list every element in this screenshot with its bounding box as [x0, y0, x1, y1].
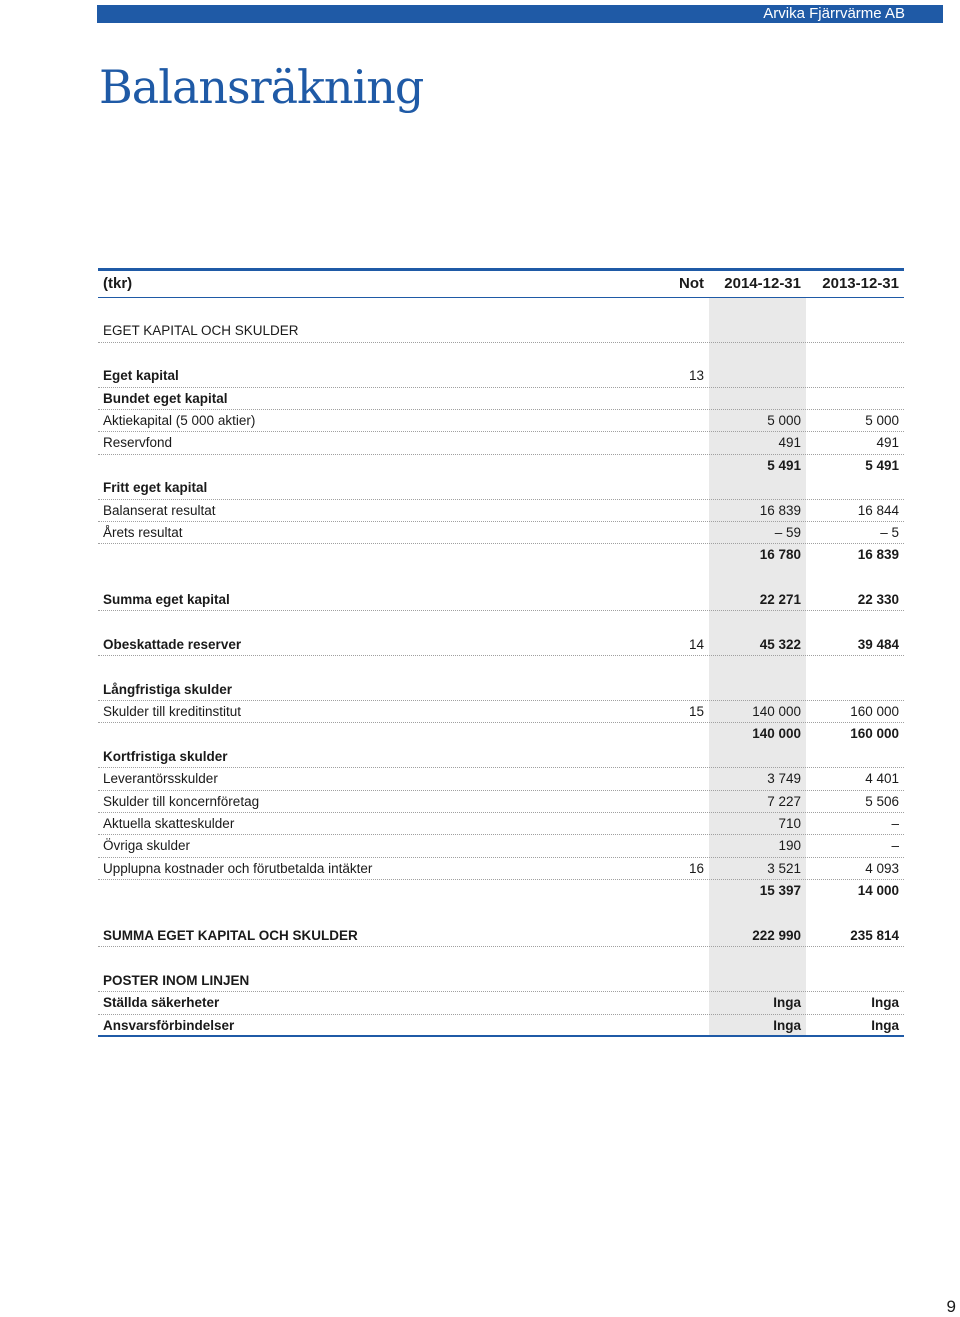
row-current-value: 491: [778, 435, 801, 451]
row-previous-value: 5 506: [865, 793, 899, 809]
table-row: [98, 544, 904, 566]
row-previous-value: 160 000: [850, 726, 899, 742]
row-current-value: 3 749: [767, 771, 801, 787]
row-previous-value: Inga: [871, 995, 899, 1011]
row-label: Övriga skulder: [103, 838, 191, 854]
header-current-year: 2014-12-31: [724, 275, 801, 292]
table-row: [98, 410, 904, 432]
row-previous-value: 5 000: [865, 412, 899, 428]
row-previous-value: 16 839: [857, 547, 899, 563]
table-row: [98, 477, 904, 499]
row-label: Reservfond: [103, 435, 173, 451]
row-label: Bundet eget kapital: [103, 390, 228, 406]
table-row: [98, 388, 904, 410]
page-number: 9: [946, 1297, 956, 1316]
row-current-value: Inga: [773, 995, 801, 1011]
row-label: Obeskattade reserver: [103, 636, 242, 652]
row-label: Kortfristiga skulder: [103, 748, 228, 764]
row-current-value: 45 322: [759, 636, 801, 652]
row-label: Ställda säkerheter: [103, 995, 220, 1011]
row-previous-value: –: [891, 815, 899, 831]
table-row: [98, 500, 904, 522]
header-note: Not: [679, 275, 704, 292]
table-row: [98, 455, 904, 477]
row-label: Fritt eget kapital: [103, 480, 208, 496]
row-label: Upplupna kostnader och förutbetalda intäkter: [103, 860, 373, 876]
row-label: Balanserat resultat: [103, 502, 216, 518]
row-current-value: 5 491: [767, 457, 801, 473]
table-row: [98, 768, 904, 790]
row-previous-value: 14 000: [857, 883, 899, 899]
header-previous-year: 2013-12-31: [822, 275, 899, 292]
row-previous-value: 160 000: [850, 704, 899, 720]
row-previous-value: Inga: [871, 1017, 899, 1033]
row-note: 16: [688, 860, 704, 876]
row-label: Årets resultat: [103, 524, 183, 540]
row-previous-value: 22 330: [857, 592, 899, 608]
table-row: [98, 791, 904, 813]
row-current-value: 140 000: [752, 704, 801, 720]
row-label: Aktiekapital (5 000 aktier): [103, 412, 256, 428]
page-title: Balansräkning: [99, 60, 424, 114]
table-row: [98, 970, 904, 992]
row-label: EGET KAPITAL OCH SKULDER: [103, 323, 299, 339]
row-current-value: 22 271: [759, 592, 801, 608]
table-row: [98, 589, 904, 611]
row-label: SUMMA EGET KAPITAL OCH SKULDER: [103, 927, 358, 943]
row-previous-value: 4 093: [865, 860, 899, 876]
table-row: [98, 835, 904, 857]
row-label: Skulder till koncernföretag: [103, 793, 260, 809]
row-previous-value: 5 491: [865, 457, 899, 473]
table-row: [98, 298, 904, 320]
row-previous-value: 491: [876, 435, 899, 451]
table-row: [98, 365, 904, 387]
row-note: 13: [688, 368, 704, 384]
row-current-value: 16 780: [759, 547, 801, 563]
row-previous-value: – 5: [880, 524, 899, 540]
row-label: Ansvarsförbindelser: [103, 1017, 235, 1033]
row-label: Leverantörsskulder: [103, 771, 218, 787]
row-current-value: 140 000: [752, 726, 801, 742]
table-row: [98, 701, 904, 723]
row-current-value: 190: [778, 838, 801, 854]
row-label: Eget kapital: [103, 368, 179, 384]
row-current-value: – 59: [774, 524, 801, 540]
row-current-value: Inga: [773, 1017, 801, 1033]
row-previous-value: 235 814: [850, 927, 899, 943]
row-previous-value: 4 401: [865, 771, 899, 787]
row-label: Summa eget kapital: [103, 592, 230, 608]
row-previous-value: –: [891, 838, 899, 854]
table-row: [98, 746, 904, 768]
table-row: [98, 432, 904, 454]
company-name: Arvika Fjärrvärme AB: [763, 5, 905, 22]
table-row: [98, 992, 904, 1014]
row-current-value: 5 000: [767, 412, 801, 428]
header-unit: (tkr): [103, 275, 133, 292]
table-row: [98, 1015, 904, 1037]
row-current-value: 7 227: [767, 793, 801, 809]
table-row: [98, 880, 904, 902]
row-current-value: 710: [778, 815, 801, 831]
row-previous-value: 39 484: [857, 636, 899, 652]
row-current-value: 15 397: [759, 883, 801, 899]
row-current-value: 16 839: [759, 502, 801, 518]
balance-sheet-table: [98, 268, 904, 1037]
table-row: [98, 813, 904, 835]
table-row: [98, 858, 904, 880]
table-row: [98, 634, 904, 656]
row-previous-value: 16 844: [857, 502, 899, 518]
row-label: Skulder till kreditinstitut: [103, 704, 242, 720]
table-header-row: [98, 268, 904, 298]
row-note: 14: [688, 636, 704, 652]
row-label: POSTER INOM LINJEN: [103, 972, 250, 988]
table-row: [98, 679, 904, 701]
row-label: Långfristiga skulder: [103, 681, 233, 697]
table-row: [98, 320, 904, 342]
table-row: [98, 723, 904, 745]
row-note: 15: [688, 704, 704, 720]
row-current-value: 3 521: [767, 860, 801, 876]
table-row: [98, 925, 904, 947]
table-row: [98, 522, 904, 544]
row-current-value: 222 990: [752, 927, 801, 943]
row-label: Aktuella skatteskulder: [103, 815, 235, 831]
